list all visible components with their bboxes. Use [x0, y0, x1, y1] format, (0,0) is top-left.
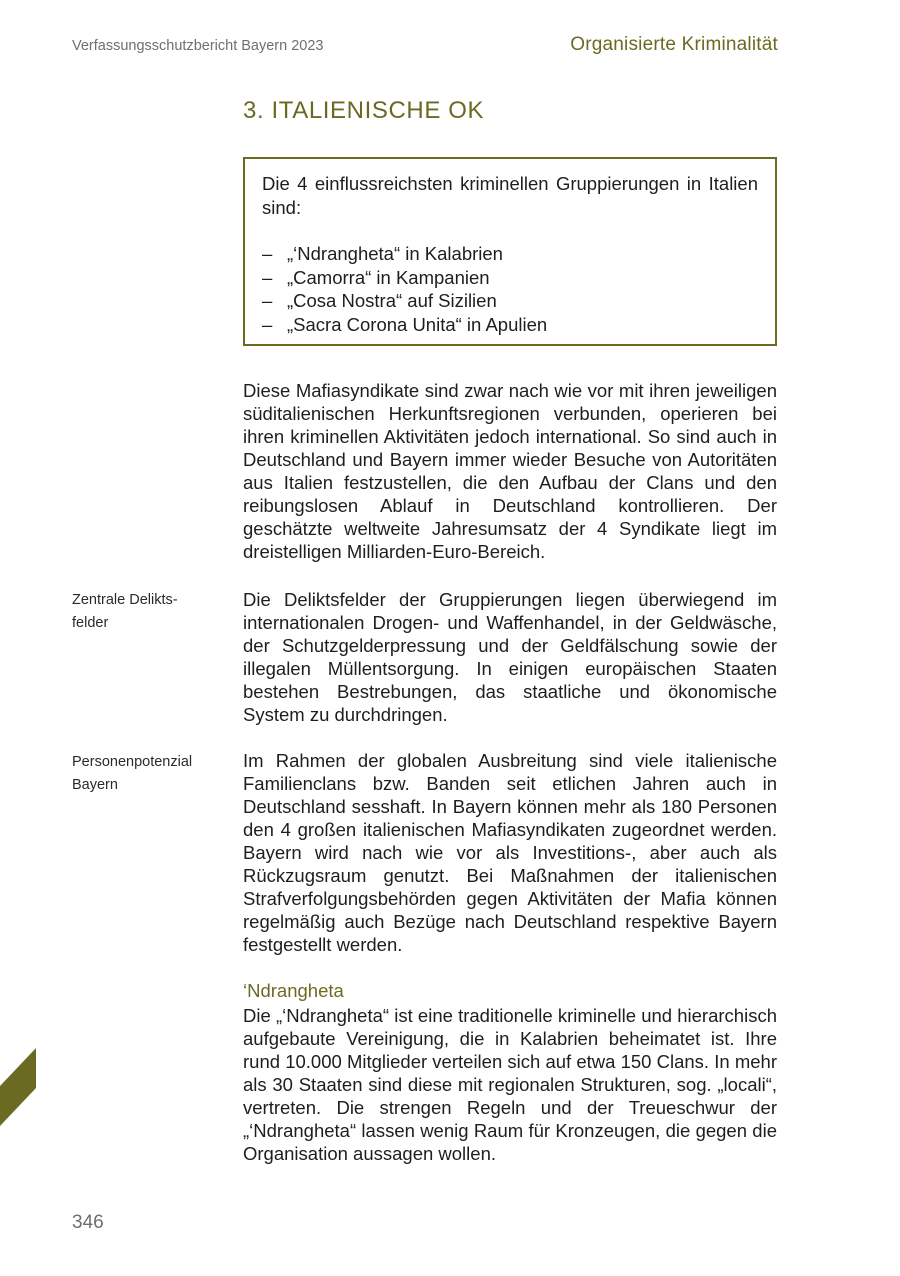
- list-item-text: „Cosa Nostra“ auf Sizilien: [287, 290, 497, 311]
- margin-note-deliktsfelder: Zentrale Deliktsfelder: [72, 592, 178, 631]
- paragraph-personenpotenzial: Im Rahmen der globalen Ausbreitung sind viele italienische Familienclans bzw. Banden seit etlichen Jahren auch in Deutschland sesshaft. In Bayern können mehr als 180 Personen den 4 großen italienischen Mafiasyndikaten zugeordnet werden. Bayern wird nach wie vor als Investitions-, aber auch als Rückzugsraum genutzt. Bei Maßnahmen der italienischen Strafverfolgungsbehörden gegen Aktivitäten der Mafia können regelmäßig auch Bezüge nach Deutschland respektive Bayern festgestellt werden.: [243, 750, 777, 955]
- list-item-text: „‘Ndrangheta“ in Kalabrien: [287, 243, 503, 264]
- info-box: [243, 157, 777, 346]
- dash-bullet: –: [262, 266, 273, 288]
- dash-bullet: –: [262, 290, 273, 311]
- chapter-tab-shape: [0, 1048, 36, 1126]
- subheading-ndrangheta: ‘Ndrangheta: [243, 980, 344, 1001]
- group-list: [262, 242, 758, 336]
- list-item: [262, 289, 758, 313]
- running-header-chapter: Organisierte Kriminalität: [570, 34, 778, 55]
- chapter-tab-marker: [0, 1048, 38, 1126]
- list-item: [262, 242, 758, 266]
- list-item-text: „Camorra“ in Kampanien: [287, 266, 490, 288]
- paragraph-mafiasyndikate: Diese Mafiasyndikate sind zwar nach wie vor mit ihren jeweiligen süditalienischen Herkunftsregionen verbunden, operieren bei ihren kriminellen Aktivitäten jedoch international. So sind auch in Deutschland und Bayern immer wieder Besuche von Autoritäten aus Italien festzustellen, die den Aufbau der Clans und den reibungslosen Ablauf in Deutschland kontrollieren. Der geschätzte weltweite Jahresumsatz der 4 Syndikate liegt im dreistelligen Milliarden-Euro-Bereich.: [243, 380, 777, 562]
- paragraph-deliktsfelder: Die Deliktsfelder der Gruppierungen liegen überwiegend im internationalen Drogen- und Waffenhandel, in der Geldwäsche, der Schutzgelderpressung und der Geldfälschung sowie der illegalen Müllentsorgung. In einigen europäischen Staaten bestehen Bestrebungen, das staatliche und ökonomische System zu durchdringen.: [243, 589, 777, 725]
- info-box-intro: Die 4 einflussreichsten kriminellen Gruppierungen in Italien sind:: [262, 173, 758, 218]
- list-item-text: „Sacra Corona Unita“ in Apulien: [287, 313, 548, 335]
- margin-note-personenpotenzial: Personenpotenzial Bayern: [72, 754, 193, 793]
- list-item: [262, 266, 758, 290]
- dash-bullet: –: [262, 243, 273, 264]
- running-header-report-title: Verfassungsschutzbericht Bayern 2023: [72, 38, 324, 54]
- dash-bullet: –: [262, 313, 273, 335]
- list-item: [262, 313, 758, 337]
- paragraph-ndrangheta: Die „‘Ndrangheta“ ist eine traditionelle kriminelle und hierarchisch aufgebaute Vereinigung, die in Kalabrien beheimatet ist. Ihre rund 10.000 Mitglieder verteilen sich auf etwa 150 Clans. In mehr als 30 Staaten sind diese mit regionalen Strukturen, sog. „locali“, vertreten. Die strengen Regeln und der Treueschwur der „‘Ndrangheta“ lassen wenig Raum für Kronzeugen, die gegen die Organisation aussagen wollen.: [243, 1005, 777, 1164]
- section-title: 3. ITALIENISCHE OK: [243, 97, 485, 124]
- page-number: 346: [72, 1212, 104, 1233]
